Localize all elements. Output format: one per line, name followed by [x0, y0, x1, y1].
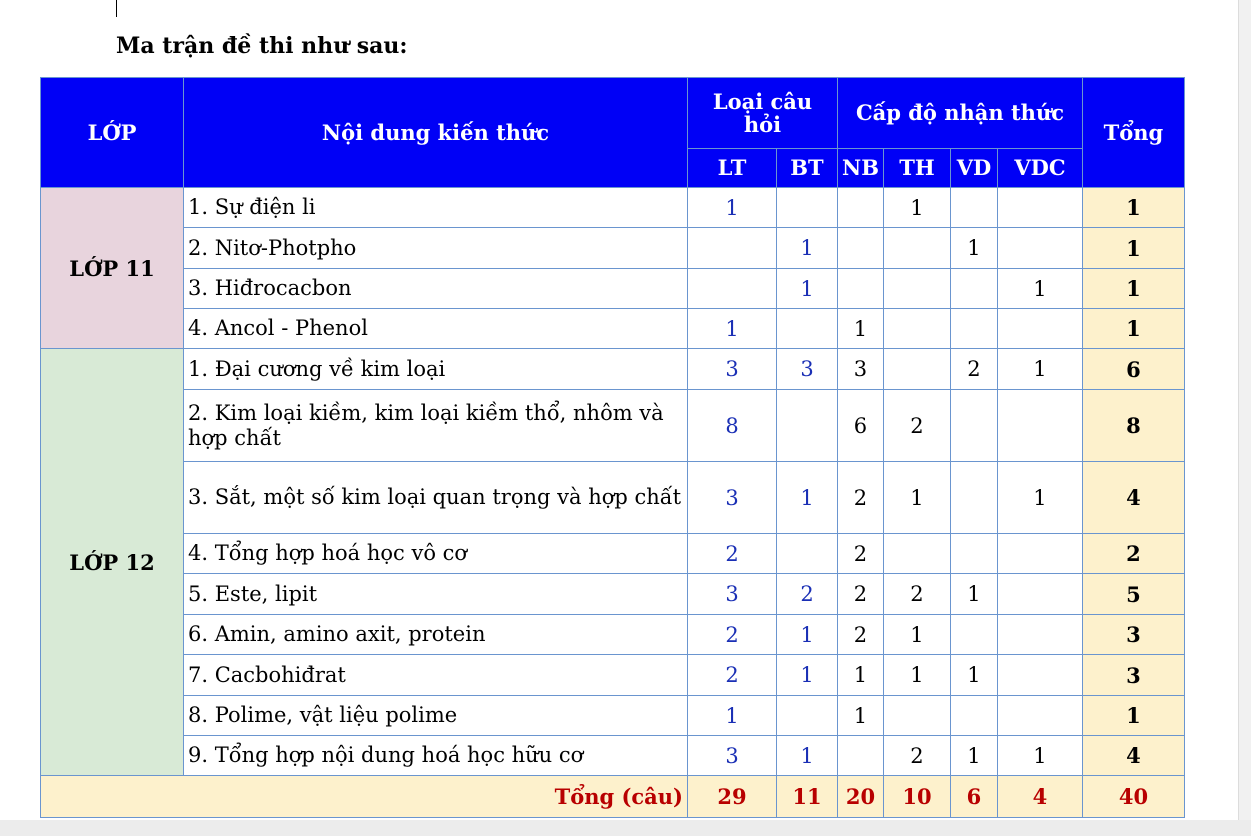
row-total-cell: 1 [1082, 309, 1184, 349]
th-cell [883, 269, 950, 309]
grand-total-cell: 40 [1082, 776, 1184, 818]
content-cell: 7. Cacbohiđrat [184, 655, 688, 696]
lt-cell: 2 [688, 655, 777, 696]
vd-cell [950, 462, 997, 534]
content-cell: 6. Amin, amino axit, protein [184, 615, 688, 655]
vd-cell: 1 [950, 228, 997, 269]
content-cell: 9. Tổng hợp nội dung hoá học hữu cơ [184, 736, 688, 776]
table-row [41, 269, 1185, 309]
header-content: Nội dung kiến thức [184, 78, 688, 188]
page-bottom-gap [0, 820, 1251, 836]
table-row [41, 390, 1185, 462]
vdc-cell [997, 655, 1082, 696]
matrix-heading: Ma trận đề thi như sau: [116, 33, 408, 59]
row-total-cell: 3 [1082, 655, 1184, 696]
bt-cell: 3 [777, 349, 838, 390]
vdc-cell [997, 615, 1082, 655]
table-row [41, 228, 1185, 269]
th-cell: 2 [883, 390, 950, 462]
header-cognitive-level: Cấp độ nhận thức [838, 78, 1083, 149]
row-total-cell: 1 [1082, 269, 1184, 309]
content-cell: 4. Ancol - Phenol [184, 309, 688, 349]
bt-cell: 1 [777, 615, 838, 655]
lt-cell: 3 [688, 574, 777, 615]
lt-cell: 1 [688, 309, 777, 349]
content-cell: 3. Hiđrocacbon [184, 269, 688, 309]
lt-cell: 3 [688, 462, 777, 534]
table-row [41, 534, 1185, 574]
bt-cell: 2 [777, 574, 838, 615]
bt-cell [777, 188, 838, 228]
vd-cell [950, 269, 997, 309]
table-row [41, 188, 1185, 228]
vd-cell [950, 188, 997, 228]
th-cell: 1 [883, 655, 950, 696]
lt-cell: 3 [688, 349, 777, 390]
th-cell [883, 228, 950, 269]
header-bt: BT [777, 149, 838, 188]
page-right-margin [1238, 0, 1251, 836]
nb-cell [838, 269, 884, 309]
vdc-cell [997, 390, 1082, 462]
content-cell: 4. Tổng hợp hoá học vô cơ [184, 534, 688, 574]
nb-cell: 2 [838, 534, 884, 574]
header-th: TH [883, 149, 950, 188]
row-total-cell: 2 [1082, 534, 1184, 574]
table-row [41, 349, 1185, 390]
lt-cell [688, 269, 777, 309]
lt-cell: 8 [688, 390, 777, 462]
exam-matrix-table [40, 77, 1185, 818]
vd-cell [950, 696, 997, 736]
header-lt: LT [688, 149, 777, 188]
lt-cell: 1 [688, 188, 777, 228]
text-cursor [116, 0, 117, 17]
nb-cell: 6 [838, 390, 884, 462]
total-nb-cell: 20 [838, 776, 884, 818]
bt-cell [777, 309, 838, 349]
header-question-type: Loại câu hỏi [688, 78, 838, 149]
bt-cell: 1 [777, 228, 838, 269]
table-row [41, 696, 1185, 736]
vd-cell [950, 615, 997, 655]
row-total-cell: 3 [1082, 615, 1184, 655]
th-cell [883, 309, 950, 349]
row-total-cell: 4 [1082, 736, 1184, 776]
content-cell: 1. Sự điện li [184, 188, 688, 228]
vd-cell [950, 534, 997, 574]
vd-cell: 1 [950, 574, 997, 615]
bt-cell [777, 390, 838, 462]
lt-cell [688, 228, 777, 269]
content-cell: 1. Đại cương về kim loại [184, 349, 688, 390]
vdc-cell [997, 696, 1082, 736]
table-row [41, 736, 1185, 776]
nb-cell: 2 [838, 462, 884, 534]
row-total-cell: 5 [1082, 574, 1184, 615]
grade-cell-12: LỚP 12 [41, 349, 184, 776]
table-row [41, 309, 1185, 349]
content-cell: 8. Polime, vật liệu polime [184, 696, 688, 736]
totals-label: Tổng (câu) [41, 776, 688, 818]
totals-row [41, 776, 1185, 818]
vdc-cell [997, 574, 1082, 615]
total-lt-cell: 29 [688, 776, 777, 818]
header-total: Tổng [1082, 78, 1184, 188]
th-cell [883, 349, 950, 390]
lt-cell: 3 [688, 736, 777, 776]
vdc-cell [997, 188, 1082, 228]
th-cell [883, 534, 950, 574]
vdc-cell: 1 [997, 269, 1082, 309]
row-total-cell: 8 [1082, 390, 1184, 462]
total-vdc-cell: 4 [997, 776, 1082, 818]
grade-cell-11: LỚP 11 [41, 188, 184, 349]
bt-cell [777, 534, 838, 574]
row-total-cell: 4 [1082, 462, 1184, 534]
vd-cell: 2 [950, 349, 997, 390]
th-cell: 1 [883, 188, 950, 228]
table-row [41, 574, 1185, 615]
vdc-cell [997, 228, 1082, 269]
content-cell: 5. Este, lipit [184, 574, 688, 615]
row-total-cell: 6 [1082, 349, 1184, 390]
header-vd: VD [950, 149, 997, 188]
vdc-cell [997, 534, 1082, 574]
bt-cell: 1 [777, 269, 838, 309]
total-vd-cell: 6 [950, 776, 997, 818]
header-vdc: VDC [997, 149, 1082, 188]
th-cell: 2 [883, 574, 950, 615]
bt-cell: 1 [777, 736, 838, 776]
nb-cell: 3 [838, 349, 884, 390]
nb-cell [838, 228, 884, 269]
lt-cell: 1 [688, 696, 777, 736]
nb-cell: 1 [838, 696, 884, 736]
bt-cell [777, 696, 838, 736]
th-cell: 1 [883, 615, 950, 655]
bt-cell: 1 [777, 462, 838, 534]
total-bt-cell: 11 [777, 776, 838, 818]
row-total-cell: 1 [1082, 228, 1184, 269]
lt-cell: 2 [688, 615, 777, 655]
vd-cell: 1 [950, 736, 997, 776]
th-cell [883, 696, 950, 736]
nb-cell: 2 [838, 615, 884, 655]
header-grade: LỚP [41, 78, 184, 188]
row-total-cell: 1 [1082, 188, 1184, 228]
vdc-cell: 1 [997, 462, 1082, 534]
table-row [41, 655, 1185, 696]
vdc-cell [997, 309, 1082, 349]
nb-cell [838, 188, 884, 228]
bt-cell: 1 [777, 655, 838, 696]
nb-cell [838, 736, 884, 776]
vdc-cell: 1 [997, 349, 1082, 390]
th-cell: 2 [883, 736, 950, 776]
header-nb: NB [838, 149, 884, 188]
nb-cell: 1 [838, 655, 884, 696]
table-row [41, 462, 1185, 534]
content-cell: 2. Kim loại kiềm, kim loại kiềm thổ, nhôm và hợp chất [184, 390, 688, 462]
nb-cell: 2 [838, 574, 884, 615]
vd-cell: 1 [950, 655, 997, 696]
content-cell: 2. Nitơ-Photpho [184, 228, 688, 269]
th-cell: 1 [883, 462, 950, 534]
vdc-cell: 1 [997, 736, 1082, 776]
table-row [41, 615, 1185, 655]
total-th-cell: 10 [883, 776, 950, 818]
vd-cell [950, 309, 997, 349]
content-cell: 3. Sắt, một số kim loại quan trọng và hợp chất [184, 462, 688, 534]
lt-cell: 2 [688, 534, 777, 574]
row-total-cell: 1 [1082, 696, 1184, 736]
nb-cell: 1 [838, 309, 884, 349]
vd-cell [950, 390, 997, 462]
